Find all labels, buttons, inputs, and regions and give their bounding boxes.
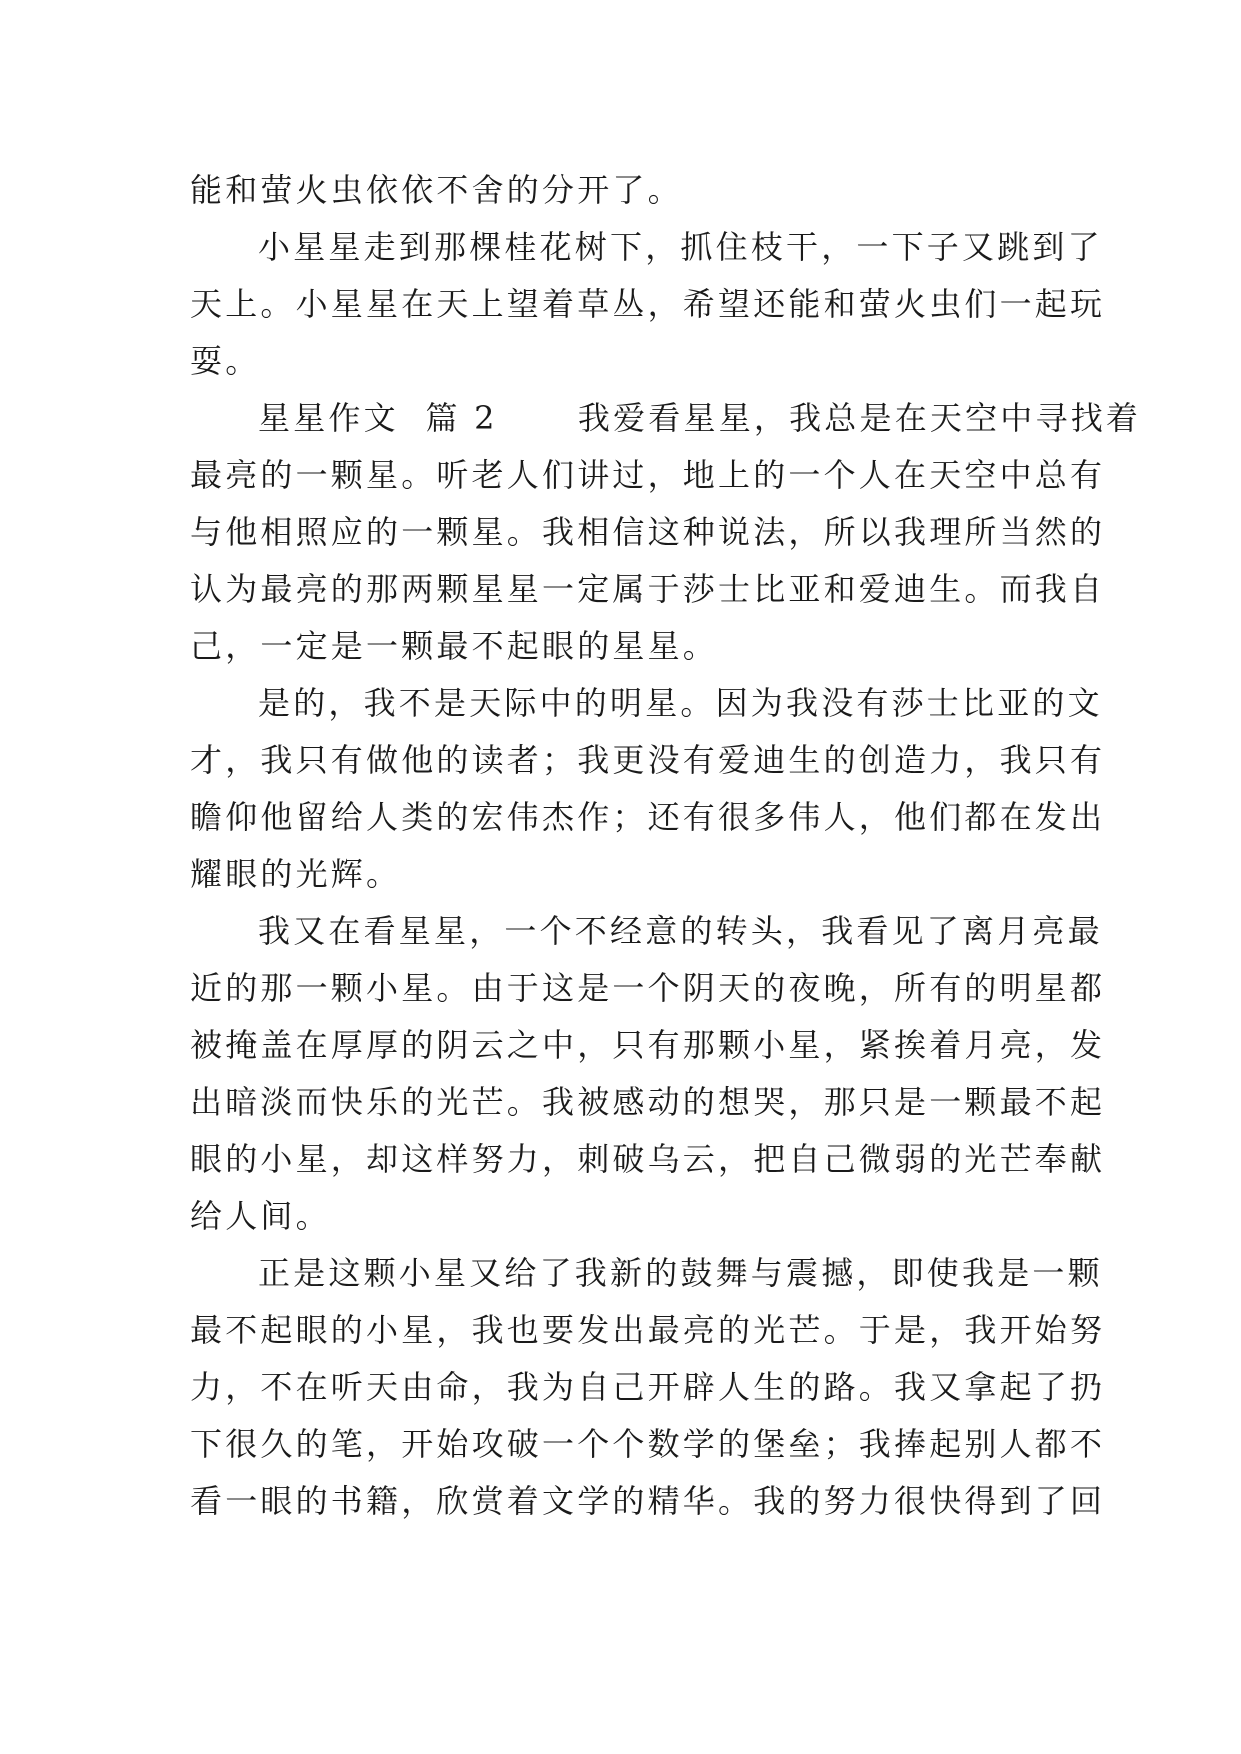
text-line: 小星星走到那棵桂花树下，抓住枝干，一下子又跳到了 bbox=[258, 228, 1103, 266]
text-line: 正是这颗小星又给了我新的鼓舞与震撼，即使我是一颗 bbox=[258, 1254, 1103, 1292]
text-line: 才，我只有做他的读者；我更没有爱迪生的创造力，我只有 bbox=[190, 741, 1106, 779]
text-line: 看一眼的书籍，欣赏着文学的精华。我的努力很快得到了回 bbox=[190, 1482, 1106, 1520]
text-line: 耀眼的光辉。 bbox=[190, 855, 402, 893]
text-line: 与他相照应的一颗星。我相信这种说法，所以我理所当然的 bbox=[190, 513, 1106, 551]
text-line: 最亮的一颗星。听老人们讲过，地上的一个人在天空中总有 bbox=[190, 456, 1106, 494]
text-line: 认为最亮的那两颗星星一定属于莎士比亚和爱迪生。而我自 bbox=[190, 570, 1106, 608]
text-line: 天上。小星星在天上望着草丛，希望还能和萤火虫们一起玩 bbox=[190, 285, 1106, 323]
text-line: 能和萤火虫依依不舍的分开了。 bbox=[190, 171, 683, 209]
text-line: 出暗淡而快乐的光芒。我被感动的想哭，那只是一颗最不起 bbox=[190, 1083, 1106, 1121]
text-line: 近的那一颗小星。由于这是一个阴天的夜晚，所有的明星都 bbox=[190, 969, 1106, 1007]
text-line: 力，不在听天由命，我为自己开辟人生的路。我又拿起了扔 bbox=[190, 1368, 1106, 1406]
text-line: 被掩盖在厚厚的阴云之中，只有那颗小星，紧挨着月亮，发 bbox=[190, 1026, 1106, 1064]
text-line: 星星作文 篇 2 我爱看星星，我总是在天空中寻找着 bbox=[258, 399, 1142, 437]
text-line: 最不起眼的小星，我也要发出最亮的光芒。于是，我开始努 bbox=[190, 1311, 1106, 1349]
text-line: 给人间。 bbox=[190, 1197, 331, 1235]
text-line: 耍。 bbox=[190, 342, 261, 380]
text-line: 己，一定是一颗最不起眼的星星。 bbox=[190, 627, 719, 665]
text-line: 眼的小星，却这样努力，刺破乌云，把自己微弱的光芒奉献 bbox=[190, 1140, 1106, 1178]
text-line: 瞻仰他留给人类的宏伟杰作；还有很多伟人，他们都在发出 bbox=[190, 798, 1106, 836]
text-line: 我又在看星星，一个不经意的转头，我看见了离月亮最 bbox=[258, 912, 1103, 950]
text-line: 是的，我不是天际中的明星。因为我没有莎士比亚的文 bbox=[258, 684, 1103, 722]
text-line: 下很久的笔，开始攻破一个个数学的堡垒；我捧起别人都不 bbox=[190, 1425, 1106, 1463]
